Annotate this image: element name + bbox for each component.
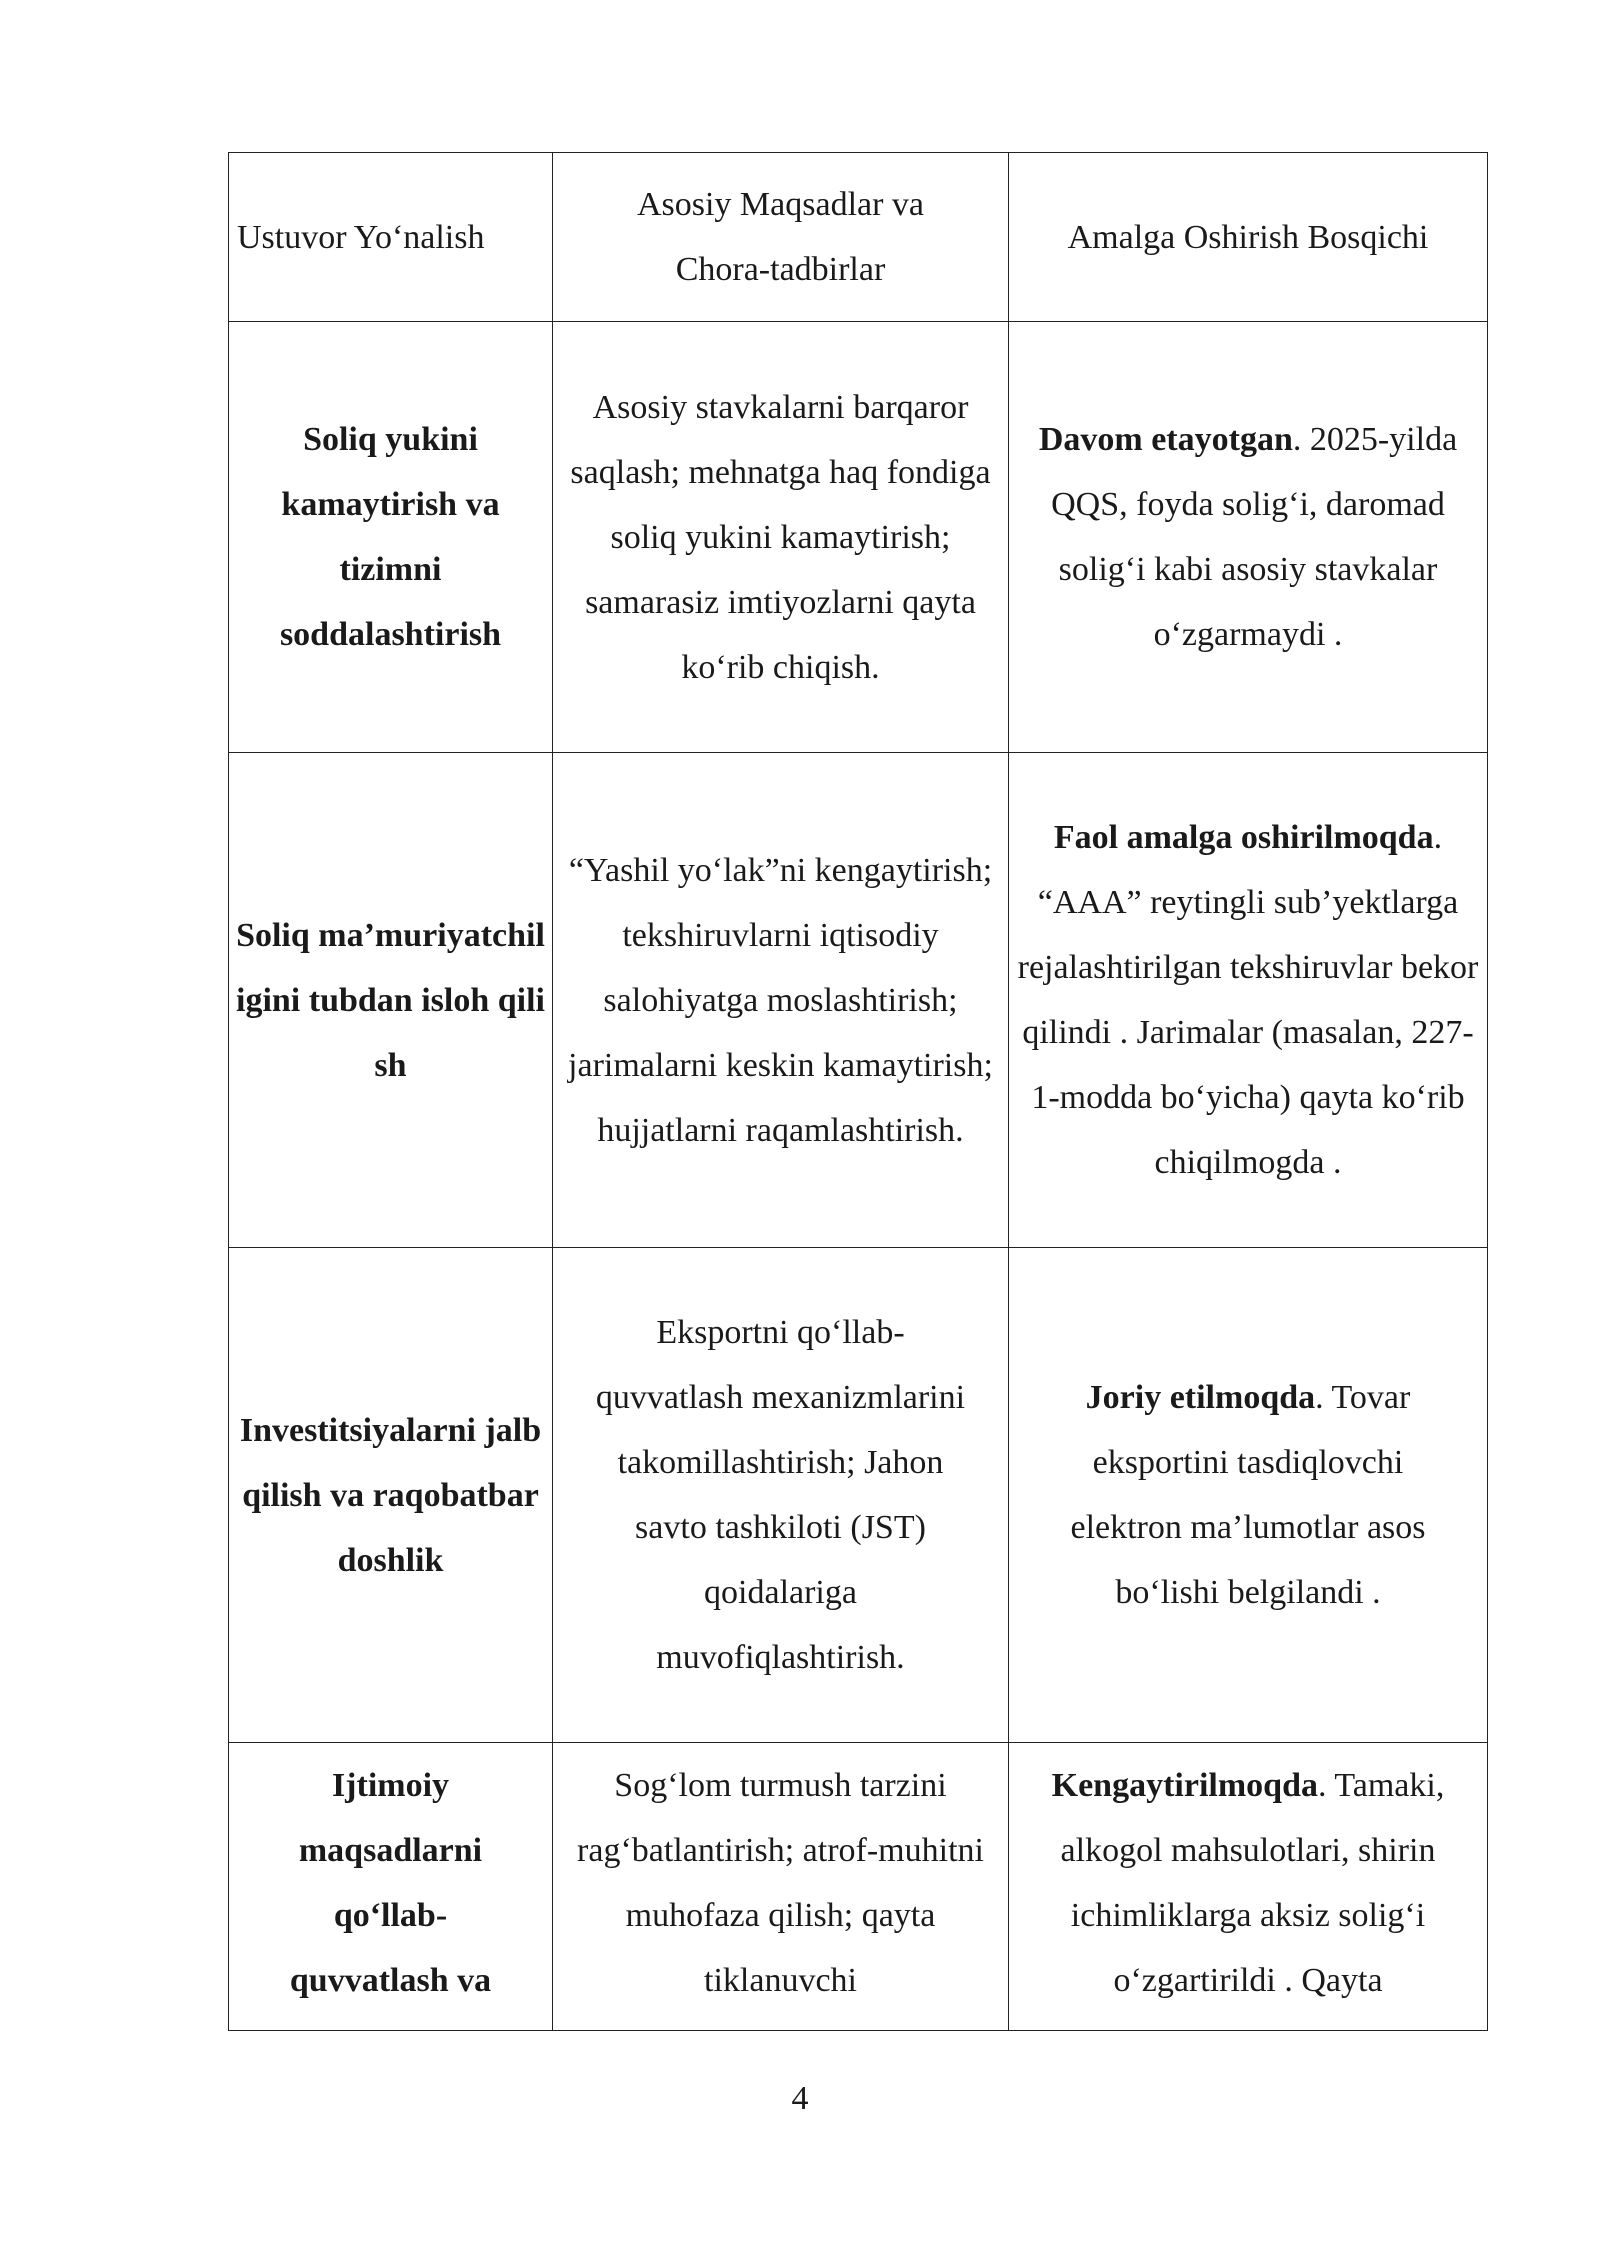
page-number: 4 (791, 2080, 809, 2117)
table-row (229, 322, 1488, 753)
goals-cell: Asosiy stavkalarni barqaror saqlash; mehnatga haq fondiga soliq yukini kamaytirish; samarasiz imtiyozlarni qayta ko‘rib chiqish. (553, 322, 1009, 753)
status-label: Faol amalga oshirilmoqda (1053, 819, 1434, 856)
direction-cell: Soliq ma’muriyatchiligini tubdan isloh qilish (229, 753, 553, 1248)
status-cell (1009, 322, 1488, 753)
status-label: Davom etayotgan (1038, 421, 1293, 458)
status-text: . Tamaki, alkogol mahsulotlari, shirin ichimliklarga aksiz solig‘i o‘zgartirildi . Qayta (1060, 1767, 1445, 1999)
table-row (229, 1743, 1488, 2031)
direction-cell: Soliq yukini kamaytirish va tizimni soddalashtirish (229, 322, 553, 753)
status-cell (1009, 1743, 1488, 2031)
goals-cell: Eksportni qo‘llab-quvvatlash mexanizmlarini takomillashtirish; Jahon savto tashkiloti (JST) qoidalariga muvofiqlashtirish. (553, 1248, 1009, 1743)
status-cell (1009, 753, 1488, 1248)
direction-cell: Investitsiyalarni jalb qilish va raqobatbardoshlik (229, 1248, 553, 1743)
priorities-table (228, 152, 1488, 2031)
status-label: Joriy etilmoqda (1085, 1379, 1316, 1416)
table-row (229, 753, 1488, 1248)
table-header-row (229, 153, 1488, 322)
status-text: . “AAA” reytingli sub’yektlarga rejalashtirilgan tekshiruvlar bekor qilindi . Jarimalar (masalan, 227-1-modda bo‘yicha) qayta ko‘rib chiqilmogda . (1017, 819, 1479, 1181)
goals-cell: Sog‘lom turmush tarzini rag‘batlantirish; atrof-muhitni muhofaza qilish; qayta tiklanuvchi (553, 1743, 1009, 2031)
header-cell: Asosiy Maqsadlar va Chora-tadbirlar (553, 153, 1009, 322)
direction-cell: Ijtimoiy maqsadlarni qo‘llab-quvvatlash va (229, 1743, 553, 2031)
header-cell: Ustuvor Yo‘nalish (229, 153, 553, 322)
status-label: Kengaytirilmoqda (1051, 1767, 1318, 1804)
header-cell: Amalga Oshirish Bosqichi (1009, 153, 1488, 322)
status-text: . 2025-yilda QQS, foyda solig‘i, daromad solig‘i kabi asosiy stavkalar o‘zgarmaydi . (1051, 421, 1458, 653)
table-row (229, 1248, 1488, 1743)
goals-cell: “Yashil yo‘lak”ni kengaytirish; tekshiruvlarni iqtisodiy salohiyatga moslashtirish; jarimalarni keskin kamaytirish; hujjatlarni raqamlashtirish. (553, 753, 1009, 1248)
status-text: . Tovar eksportini tasdiqlovchi elektron ma’lumotlar asos bo‘lishi belgilandi . (1070, 1379, 1426, 1611)
status-cell (1009, 1248, 1488, 1743)
